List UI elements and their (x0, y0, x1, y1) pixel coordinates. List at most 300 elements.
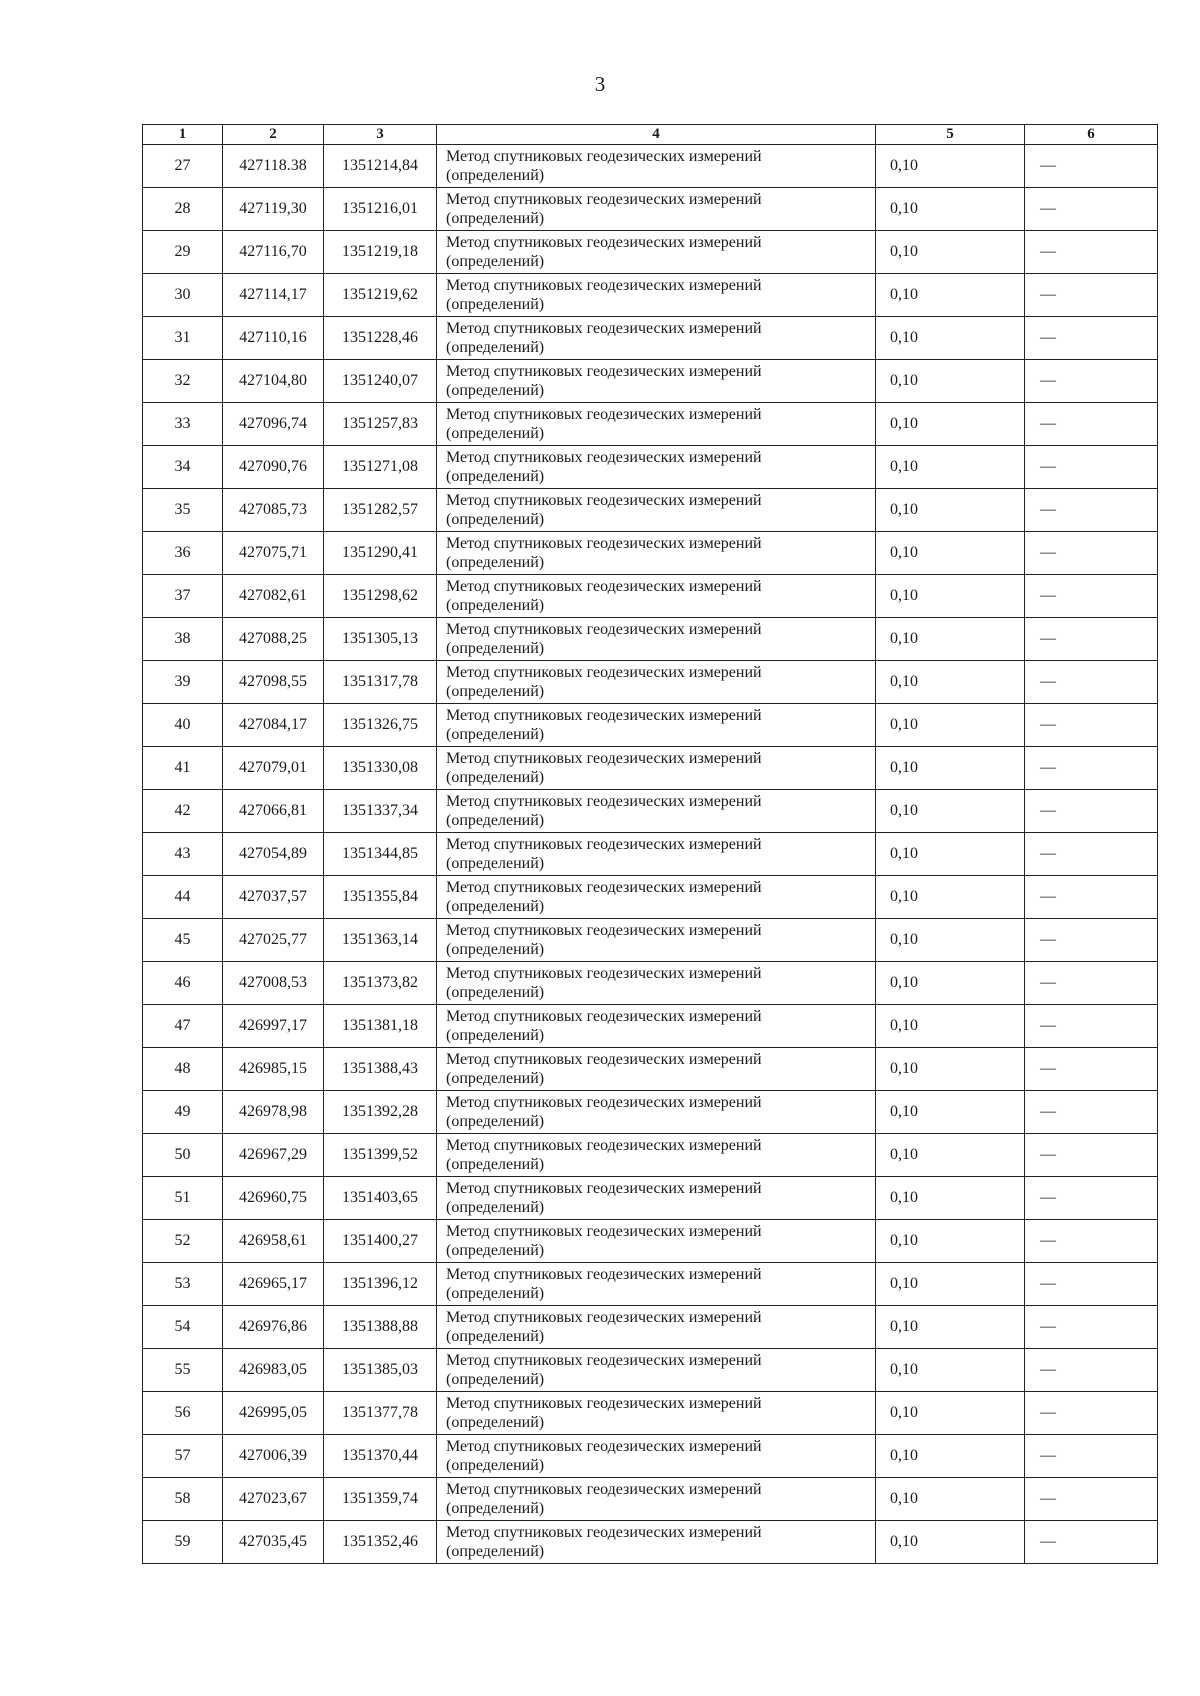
method-text: Метод спутниковых геодезических измерений (446, 1180, 762, 1197)
accuracy-cell: 0,10 (876, 790, 1025, 833)
y-coordinate-cell: 1351214,84 (324, 145, 437, 188)
accuracy-cell: 0,10 (876, 1263, 1025, 1306)
table-row (143, 704, 1158, 747)
point-number-cell: 59 (143, 1521, 223, 1564)
method-cell (437, 618, 876, 661)
method-cell (437, 704, 876, 747)
x-coordinate-cell: 427104,80 (223, 360, 324, 403)
method-text: Метод спутниковых геодезических измерений (446, 1094, 762, 1111)
point-number-cell: 53 (143, 1263, 223, 1306)
method-cell (437, 1306, 876, 1349)
point-number-cell: 56 (143, 1392, 223, 1435)
method-text-continued: (определений) (446, 339, 545, 356)
table-row (143, 1478, 1158, 1521)
method-text-continued: (определений) (446, 210, 545, 227)
point-number-cell: 57 (143, 1435, 223, 1478)
y-coordinate-cell: 1351381,18 (324, 1005, 437, 1048)
note-cell: — (1025, 618, 1158, 661)
note-cell: — (1025, 919, 1158, 962)
table-row (143, 1521, 1158, 1564)
note-cell: — (1025, 1521, 1158, 1564)
method-cell (437, 1177, 876, 1220)
x-coordinate-cell: 427084,17 (223, 704, 324, 747)
method-text: Метод спутниковых геодезических измерений (446, 492, 762, 509)
x-coordinate-cell: 427088,25 (223, 618, 324, 661)
table-row (143, 1134, 1158, 1177)
method-cell (437, 833, 876, 876)
method-text: Метод спутниковых геодезических измерений (446, 1524, 762, 1541)
method-cell (437, 532, 876, 575)
method-text: Метод спутниковых геодезических измерений (446, 191, 762, 208)
method-cell (437, 1392, 876, 1435)
method-cell (437, 1478, 876, 1521)
accuracy-cell: 0,10 (876, 575, 1025, 618)
y-coordinate-cell: 1351388,88 (324, 1306, 437, 1349)
note-cell: — (1025, 1263, 1158, 1306)
x-coordinate-cell: 426983,05 (223, 1349, 324, 1392)
method-text: Метод спутниковых геодезических измерений (446, 1266, 762, 1283)
method-text-continued: (определений) (446, 425, 545, 442)
method-text-continued: (определений) (446, 597, 545, 614)
accuracy-cell: 0,10 (876, 1392, 1025, 1435)
accuracy-cell: 0,10 (876, 145, 1025, 188)
y-coordinate-cell: 1351240,07 (324, 360, 437, 403)
y-coordinate-cell: 1351385,03 (324, 1349, 437, 1392)
x-coordinate-cell: 427006,39 (223, 1435, 324, 1478)
coordinates-table (142, 124, 1158, 1564)
method-cell (437, 747, 876, 790)
method-text: Метод спутниковых геодезических измерений (446, 535, 762, 552)
method-cell (437, 274, 876, 317)
note-cell: — (1025, 1478, 1158, 1521)
note-cell: — (1025, 833, 1158, 876)
point-number-cell: 46 (143, 962, 223, 1005)
method-text-continued: (определений) (446, 296, 545, 313)
point-number-cell: 36 (143, 532, 223, 575)
point-number-cell: 30 (143, 274, 223, 317)
x-coordinate-cell: 427082,61 (223, 575, 324, 618)
method-text: Метод спутниковых геодезических измерений (446, 234, 762, 251)
method-text-continued: (определений) (446, 1285, 545, 1302)
table-row (143, 919, 1158, 962)
y-coordinate-cell: 1351363,14 (324, 919, 437, 962)
table-row (143, 188, 1158, 231)
y-coordinate-cell: 1351377,78 (324, 1392, 437, 1435)
point-number-cell: 34 (143, 446, 223, 489)
table-row (143, 360, 1158, 403)
table-row (143, 532, 1158, 575)
note-cell: — (1025, 1134, 1158, 1177)
table-row (143, 747, 1158, 790)
method-cell (437, 403, 876, 446)
note-cell: — (1025, 1048, 1158, 1091)
y-coordinate-cell: 1351257,83 (324, 403, 437, 446)
accuracy-cell: 0,10 (876, 1435, 1025, 1478)
x-coordinate-cell: 426978,98 (223, 1091, 324, 1134)
accuracy-cell: 0,10 (876, 403, 1025, 446)
method-text: Метод спутниковых геодезических измерений (446, 1438, 762, 1455)
note-cell: — (1025, 532, 1158, 575)
y-coordinate-cell: 1351370,44 (324, 1435, 437, 1478)
table-body (143, 145, 1158, 1564)
point-number-cell: 29 (143, 231, 223, 274)
method-text: Метод спутниковых геодезических измерений (446, 1309, 762, 1326)
table-row (143, 1091, 1158, 1134)
method-text: Метод спутниковых геодезических измерений (446, 1137, 762, 1154)
note-cell: — (1025, 188, 1158, 231)
point-number-cell: 27 (143, 145, 223, 188)
table-row (143, 833, 1158, 876)
note-cell: — (1025, 274, 1158, 317)
point-number-cell: 35 (143, 489, 223, 532)
method-cell (437, 1048, 876, 1091)
method-text-continued: (определений) (446, 812, 545, 829)
point-number-cell: 47 (143, 1005, 223, 1048)
table-row (143, 1435, 1158, 1478)
accuracy-cell: 0,10 (876, 532, 1025, 575)
point-number-cell: 45 (143, 919, 223, 962)
x-coordinate-cell: 427025,77 (223, 919, 324, 962)
method-text: Метод спутниковых геодезических измерений (446, 1481, 762, 1498)
header-cell-3: 3 (324, 125, 437, 145)
y-coordinate-cell: 1351359,74 (324, 1478, 437, 1521)
method-text: Метод спутниковых геодезических измерений (446, 793, 762, 810)
method-text: Метод спутниковых геодезических измерений (446, 879, 762, 896)
table-row (143, 575, 1158, 618)
note-cell: — (1025, 1005, 1158, 1048)
point-number-cell: 51 (143, 1177, 223, 1220)
method-cell (437, 489, 876, 532)
method-text-continued: (определений) (446, 1328, 545, 1345)
method-text: Метод спутниковых геодезических измерений (446, 707, 762, 724)
accuracy-cell: 0,10 (876, 188, 1025, 231)
y-coordinate-cell: 1351298,62 (324, 575, 437, 618)
method-text-continued: (определений) (446, 769, 545, 786)
method-cell (437, 876, 876, 919)
method-text: Метод спутниковых геодезических измерений (446, 965, 762, 982)
header-row (143, 125, 1158, 145)
note-cell: — (1025, 790, 1158, 833)
y-coordinate-cell: 1351373,82 (324, 962, 437, 1005)
method-text-continued: (определений) (446, 468, 545, 485)
y-coordinate-cell: 1351305,13 (324, 618, 437, 661)
point-number-cell: 42 (143, 790, 223, 833)
method-cell (437, 360, 876, 403)
note-cell: — (1025, 1349, 1158, 1392)
accuracy-cell: 0,10 (876, 1220, 1025, 1263)
method-text: Метод спутниковых геодезических измерений (446, 277, 762, 294)
y-coordinate-cell: 1351271,08 (324, 446, 437, 489)
method-text-continued: (определений) (446, 1156, 545, 1173)
x-coordinate-cell: 427119,30 (223, 188, 324, 231)
accuracy-cell: 0,10 (876, 1005, 1025, 1048)
method-text: Метод спутниковых геодезических измерений (446, 621, 762, 638)
table-row (143, 446, 1158, 489)
x-coordinate-cell: 427118.38 (223, 145, 324, 188)
x-coordinate-cell: 427035,45 (223, 1521, 324, 1564)
method-text: Метод спутниковых геодезических измерений (446, 406, 762, 423)
y-coordinate-cell: 1351355,84 (324, 876, 437, 919)
table-row (143, 876, 1158, 919)
method-cell (437, 575, 876, 618)
method-cell (437, 1091, 876, 1134)
x-coordinate-cell: 426958,61 (223, 1220, 324, 1263)
method-text-continued: (определений) (446, 855, 545, 872)
note-cell: — (1025, 876, 1158, 919)
accuracy-cell: 0,10 (876, 1048, 1025, 1091)
method-text: Метод спутниковых геодезических измерений (446, 922, 762, 939)
x-coordinate-cell: 427114,17 (223, 274, 324, 317)
x-coordinate-cell: 426997,17 (223, 1005, 324, 1048)
x-coordinate-cell: 427090,76 (223, 446, 324, 489)
x-coordinate-cell: 426985,15 (223, 1048, 324, 1091)
point-number-cell: 33 (143, 403, 223, 446)
x-coordinate-cell: 426976,86 (223, 1306, 324, 1349)
method-text-continued: (определений) (446, 1070, 545, 1087)
page-number: 3 (594, 72, 606, 96)
accuracy-cell: 0,10 (876, 661, 1025, 704)
method-text-continued: (определений) (446, 554, 545, 571)
method-text-continued: (определений) (446, 1242, 545, 1259)
x-coordinate-cell: 427098,55 (223, 661, 324, 704)
x-coordinate-cell: 427037,57 (223, 876, 324, 919)
method-text-continued: (определений) (446, 167, 545, 184)
accuracy-cell: 0,10 (876, 1521, 1025, 1564)
method-text-continued: (определений) (446, 984, 545, 1001)
x-coordinate-cell: 426967,29 (223, 1134, 324, 1177)
point-number-cell: 50 (143, 1134, 223, 1177)
method-cell (437, 446, 876, 489)
table-row (143, 274, 1158, 317)
accuracy-cell: 0,10 (876, 833, 1025, 876)
table-row (143, 1392, 1158, 1435)
method-text-continued: (определений) (446, 1414, 545, 1431)
note-cell: — (1025, 1435, 1158, 1478)
method-text-continued: (определений) (446, 511, 545, 528)
method-text-continued: (определений) (446, 1199, 545, 1216)
accuracy-cell: 0,10 (876, 1349, 1025, 1392)
y-coordinate-cell: 1351219,18 (324, 231, 437, 274)
table-row (143, 317, 1158, 360)
table-row (143, 790, 1158, 833)
method-text: Метод спутниковых геодезических измерений (446, 1051, 762, 1068)
note-cell: — (1025, 145, 1158, 188)
accuracy-cell: 0,10 (876, 1091, 1025, 1134)
accuracy-cell: 0,10 (876, 317, 1025, 360)
method-cell (437, 790, 876, 833)
method-text: Метод спутниковых геодезических измерений (446, 750, 762, 767)
note-cell: — (1025, 661, 1158, 704)
note-cell: — (1025, 1091, 1158, 1134)
note-cell: — (1025, 317, 1158, 360)
table-row (143, 1349, 1158, 1392)
point-number-cell: 39 (143, 661, 223, 704)
accuracy-cell: 0,10 (876, 747, 1025, 790)
y-coordinate-cell: 1351337,34 (324, 790, 437, 833)
method-text: Метод спутниковых геодезических измерений (446, 1352, 762, 1369)
accuracy-cell: 0,10 (876, 1177, 1025, 1220)
y-coordinate-cell: 1351352,46 (324, 1521, 437, 1564)
method-text: Метод спутниковых геодезических измерений (446, 1008, 762, 1025)
table-row (143, 1048, 1158, 1091)
method-text-continued: (определений) (446, 1371, 545, 1388)
method-text: Метод спутниковых геодезических измерений (446, 578, 762, 595)
method-text: Метод спутниковых геодезических измерений (446, 148, 762, 165)
accuracy-cell: 0,10 (876, 876, 1025, 919)
table-row (143, 1005, 1158, 1048)
table-row (143, 962, 1158, 1005)
table-row (143, 403, 1158, 446)
method-cell (437, 661, 876, 704)
table-row (143, 1220, 1158, 1263)
table-row (143, 1177, 1158, 1220)
method-text: Метод спутниковых геодезических измерений (446, 1395, 762, 1412)
accuracy-cell: 0,10 (876, 446, 1025, 489)
method-cell (437, 1263, 876, 1306)
y-coordinate-cell: 1351326,75 (324, 704, 437, 747)
x-coordinate-cell: 427110,16 (223, 317, 324, 360)
accuracy-cell: 0,10 (876, 704, 1025, 747)
method-cell (437, 919, 876, 962)
point-number-cell: 44 (143, 876, 223, 919)
method-text-continued: (определений) (446, 726, 545, 743)
note-cell: — (1025, 1177, 1158, 1220)
table-row (143, 231, 1158, 274)
y-coordinate-cell: 1351216,01 (324, 188, 437, 231)
point-number-cell: 55 (143, 1349, 223, 1392)
note-cell: — (1025, 360, 1158, 403)
header-cell-4: 4 (437, 125, 876, 145)
point-number-cell: 41 (143, 747, 223, 790)
x-coordinate-cell: 427075,71 (223, 532, 324, 575)
method-cell (437, 1521, 876, 1564)
x-coordinate-cell: 426965,17 (223, 1263, 324, 1306)
note-cell: — (1025, 489, 1158, 532)
x-coordinate-cell: 427008,53 (223, 962, 324, 1005)
accuracy-cell: 0,10 (876, 1134, 1025, 1177)
accuracy-cell: 0,10 (876, 962, 1025, 1005)
accuracy-cell: 0,10 (876, 1478, 1025, 1521)
y-coordinate-cell: 1351344,85 (324, 833, 437, 876)
y-coordinate-cell: 1351403,65 (324, 1177, 437, 1220)
x-coordinate-cell: 427079,01 (223, 747, 324, 790)
method-text: Метод спутниковых геодезических измерений (446, 1223, 762, 1240)
table-row (143, 145, 1158, 188)
method-cell (437, 962, 876, 1005)
x-coordinate-cell: 427054,89 (223, 833, 324, 876)
point-number-cell: 43 (143, 833, 223, 876)
method-text-continued: (определений) (446, 1113, 545, 1130)
method-text-continued: (определений) (446, 1027, 545, 1044)
method-text-continued: (определений) (446, 941, 545, 958)
method-text-continued: (определений) (446, 1457, 545, 1474)
point-number-cell: 31 (143, 317, 223, 360)
method-text-continued: (определений) (446, 898, 545, 915)
x-coordinate-cell: 426960,75 (223, 1177, 324, 1220)
method-cell (437, 1435, 876, 1478)
point-number-cell: 32 (143, 360, 223, 403)
method-text: Метод спутниковых геодезических измерений (446, 664, 762, 681)
y-coordinate-cell: 1351392,28 (324, 1091, 437, 1134)
point-number-cell: 37 (143, 575, 223, 618)
accuracy-cell: 0,10 (876, 360, 1025, 403)
method-text-continued: (определений) (446, 382, 545, 399)
note-cell: — (1025, 704, 1158, 747)
method-cell (437, 231, 876, 274)
accuracy-cell: 0,10 (876, 274, 1025, 317)
method-text-continued: (определений) (446, 1543, 545, 1560)
note-cell: — (1025, 403, 1158, 446)
note-cell: — (1025, 231, 1158, 274)
point-number-cell: 48 (143, 1048, 223, 1091)
method-cell (437, 1220, 876, 1263)
accuracy-cell: 0,10 (876, 919, 1025, 962)
method-text-continued: (определений) (446, 683, 545, 700)
y-coordinate-cell: 1351400,27 (324, 1220, 437, 1263)
y-coordinate-cell: 1351228,46 (324, 317, 437, 360)
y-coordinate-cell: 1351219,62 (324, 274, 437, 317)
method-cell (437, 1134, 876, 1177)
method-text-continued: (определений) (446, 253, 545, 270)
method-cell (437, 145, 876, 188)
x-coordinate-cell: 427023,67 (223, 1478, 324, 1521)
y-coordinate-cell: 1351290,41 (324, 532, 437, 575)
y-coordinate-cell: 1351388,43 (324, 1048, 437, 1091)
point-number-cell: 52 (143, 1220, 223, 1263)
note-cell: — (1025, 962, 1158, 1005)
note-cell: — (1025, 1220, 1158, 1263)
x-coordinate-cell: 427096,74 (223, 403, 324, 446)
y-coordinate-cell: 1351282,57 (324, 489, 437, 532)
point-number-cell: 49 (143, 1091, 223, 1134)
method-cell (437, 1005, 876, 1048)
y-coordinate-cell: 1351317,78 (324, 661, 437, 704)
y-coordinate-cell: 1351396,12 (324, 1263, 437, 1306)
x-coordinate-cell: 427116,70 (223, 231, 324, 274)
header-cell-1: 1 (143, 125, 223, 145)
header-cell-2: 2 (223, 125, 324, 145)
method-text-continued: (определений) (446, 1500, 545, 1517)
x-coordinate-cell: 427085,73 (223, 489, 324, 532)
accuracy-cell: 0,10 (876, 489, 1025, 532)
accuracy-cell: 0,10 (876, 618, 1025, 661)
x-coordinate-cell: 426995,05 (223, 1392, 324, 1435)
note-cell: — (1025, 1306, 1158, 1349)
note-cell: — (1025, 575, 1158, 618)
method-cell (437, 317, 876, 360)
point-number-cell: 38 (143, 618, 223, 661)
x-coordinate-cell: 427066,81 (223, 790, 324, 833)
point-number-cell: 40 (143, 704, 223, 747)
accuracy-cell: 0,10 (876, 1306, 1025, 1349)
method-text-continued: (определений) (446, 640, 545, 657)
table-row (143, 489, 1158, 532)
method-text: Метод спутниковых геодезических измерений (446, 449, 762, 466)
method-cell (437, 188, 876, 231)
point-number-cell: 28 (143, 188, 223, 231)
point-number-cell: 54 (143, 1306, 223, 1349)
header-cell-5: 5 (876, 125, 1025, 145)
point-number-cell: 58 (143, 1478, 223, 1521)
method-text: Метод спутниковых геодезических измерений (446, 836, 762, 853)
table-row (143, 618, 1158, 661)
note-cell: — (1025, 446, 1158, 489)
accuracy-cell: 0,10 (876, 231, 1025, 274)
method-text: Метод спутниковых геодезических измерений (446, 363, 762, 380)
table-row (143, 1306, 1158, 1349)
table-row (143, 661, 1158, 704)
header-cell-6: 6 (1025, 125, 1158, 145)
